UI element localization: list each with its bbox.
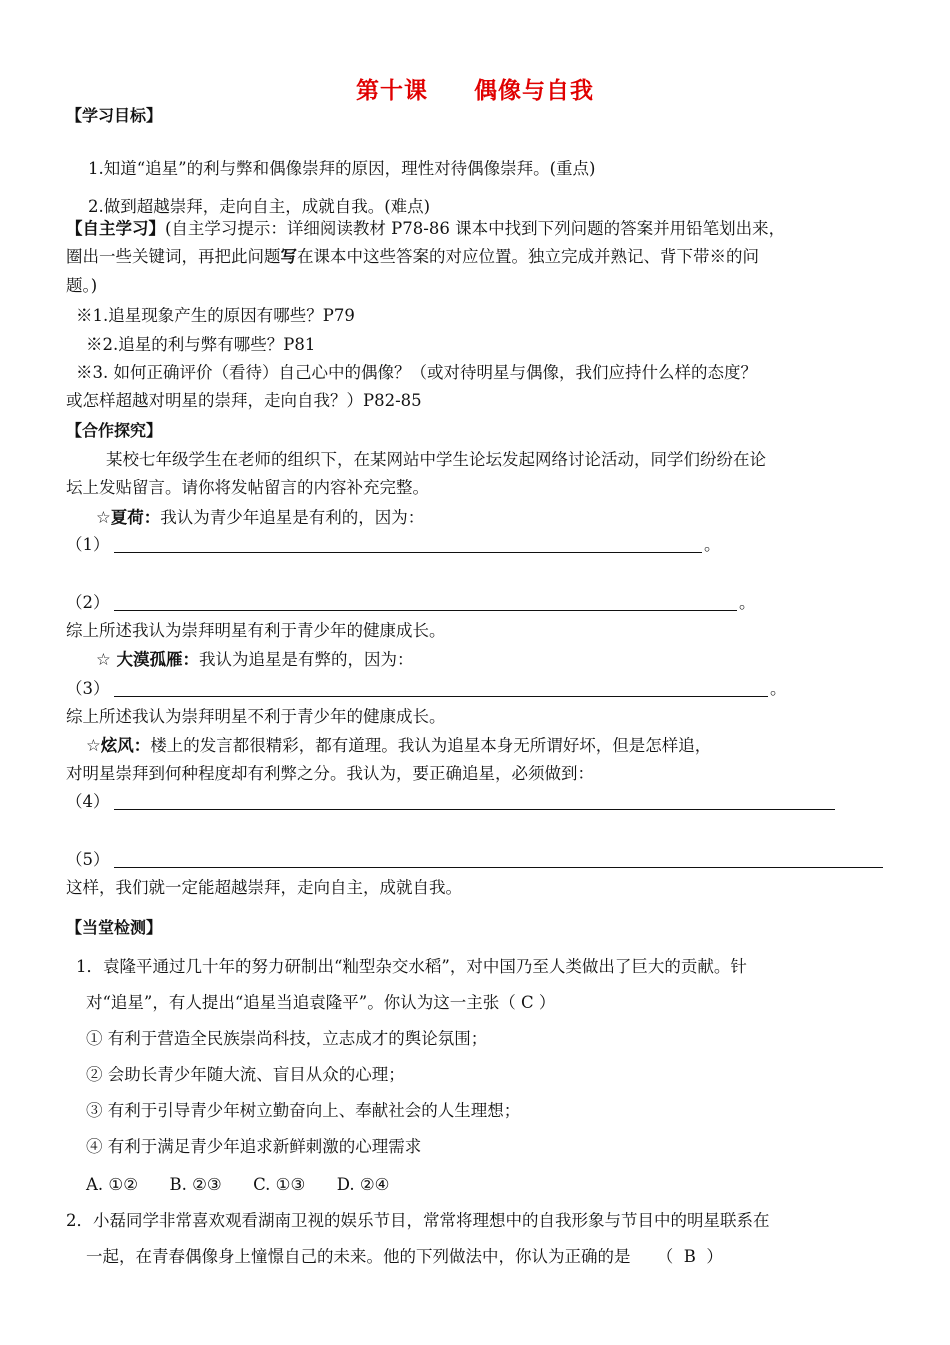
blank-2-label: （2） (66, 593, 110, 612)
post-xuanfeng: ☆炫风：楼上的发言都很精彩，都有道理。我认为追星本身无所谓好坏，但是怎样追， (86, 736, 712, 755)
lesson-number: 第十课 (356, 78, 428, 104)
blank-1-period: 。 (704, 535, 721, 554)
poster-xuanfeng: ☆炫风： (86, 736, 151, 755)
check-q2-line-1: 2．小磊同学非常喜欢观看湖南卫视的娱乐节目，常常将理想中的自我形象与节目中的明星联系在 (66, 1211, 770, 1230)
self-study-heading: 【自主学习】 (66, 219, 165, 238)
coop-intro-line-2: 坛上发贴留言。请你将发帖留言的内容补充完整。 (66, 478, 429, 497)
self-study-line-1: 【自主学习】(自主学习提示：详细阅读教材 P78-86 课本中找到下列问题的答案并用铅笔划出来， (66, 219, 786, 238)
check-q1-option-2: ② 会助长青少年随大流、盲目从众的心理； (86, 1065, 405, 1084)
goals-heading: 【学习目标】 (66, 106, 163, 125)
self-study-line-2: 圈出一些关键词，再把此问题写在课本中这些答案的对应位置。独立完成并熟记、背下带※的问 (66, 247, 759, 266)
blank-3-period: 。 (770, 679, 787, 698)
goal-2: 2.做到超越崇拜，走向自主，成就自我。(难点) (88, 197, 431, 216)
check-q2-line-2: 一起，在青春偶像身上憧憬自己的未来。他的下列做法中，你认为正确的是 （ B ） (86, 1247, 723, 1266)
self-study-q1: ※1.追星现象产生的原因有哪些？P79 (76, 306, 355, 325)
post-xuanfeng-line-2: 对明星崇拜到何种程度却有利弊之分。我认为，要正确追星，必须做到： (66, 764, 594, 783)
check-q1-option-4: ④ 有利于满足青少年追求新鲜刺激的心理需求 (86, 1137, 422, 1156)
check-q1-option-1: ① 有利于营造全民族崇尚科技，立志成才的舆论氛围； (86, 1029, 488, 1048)
blank-4-line[interactable] (114, 809, 835, 810)
blank-3-label: （3） (66, 679, 110, 698)
lesson-title (0, 72, 950, 105)
post-damo: ☆ 大漠孤雁：我认为追星是有弊的，因为： (96, 650, 414, 669)
blank-1-label: （1） (66, 535, 110, 554)
lesson-name: 偶像与自我 (474, 78, 594, 104)
goal-1: 1.知道“追星”的利与弊和偶像崇拜的原因，理性对待偶像崇拜。(重点) (88, 159, 596, 178)
check-q1-line-2: 对“追星”，有人提出“追星当追袁隆平”。你认为这一主张（ C ） (86, 993, 556, 1012)
self-study-q3-line-2: 或怎样超越对明星的崇拜，走向自我？）P82-85 (66, 391, 422, 410)
blank-5-label: （5） (66, 850, 110, 869)
self-study-q2: ※2.追星的利与弊有哪些？P81 (86, 335, 316, 354)
blank-5-line[interactable] (114, 867, 883, 868)
poster-damo: ☆ 大漠孤雁： (96, 650, 200, 669)
poster-xiahe: ☆夏荷： (96, 508, 161, 527)
check-q1-option-3: ③ 有利于引导青少年树立勤奋向上、奉献社会的人生理想； (86, 1101, 521, 1120)
coop-heading: 【合作探究】 (66, 421, 163, 440)
blank-2-line[interactable] (114, 610, 737, 611)
self-study-q3-line-1: ※3. 如何正确评价（看待）自己心中的偶像？（或对待明星与偶像，我们应持什么样的态度？ (76, 363, 757, 382)
blank-1-line[interactable] (114, 552, 702, 553)
check-q1-choices: A. ①② B. ②③ C. ①③ D. ②④ (86, 1175, 390, 1194)
coop-intro-line-1: 某校七年级学生在老师的组织下，在某网站中学生论坛发起网络讨论活动，同学们纷纷在论 (106, 450, 766, 469)
blank-3-line[interactable] (114, 696, 768, 697)
summary-3: 这样，我们就一定能超越崇拜，走向自主，成就自我。 (66, 878, 462, 897)
summary-1: 综上所述我认为崇拜明星有利于青少年的健康成长。 (66, 621, 446, 640)
check-q1-line-1: 1．袁隆平通过几十年的努力研制出“籼型杂交水稻”，对中国乃至人类做出了巨大的贡献。针 (76, 957, 747, 976)
check-heading: 【当堂检测】 (66, 918, 163, 937)
post-xiahe: ☆夏荷：我认为青少年追星是有利的，因为： (96, 508, 425, 527)
self-study-line-3: 题。) (66, 276, 98, 295)
blank-2-period: 。 (739, 593, 756, 612)
summary-2: 综上所述我认为崇拜明星不利于青少年的健康成长。 (66, 707, 446, 726)
blank-4-label: （4） (66, 792, 110, 811)
